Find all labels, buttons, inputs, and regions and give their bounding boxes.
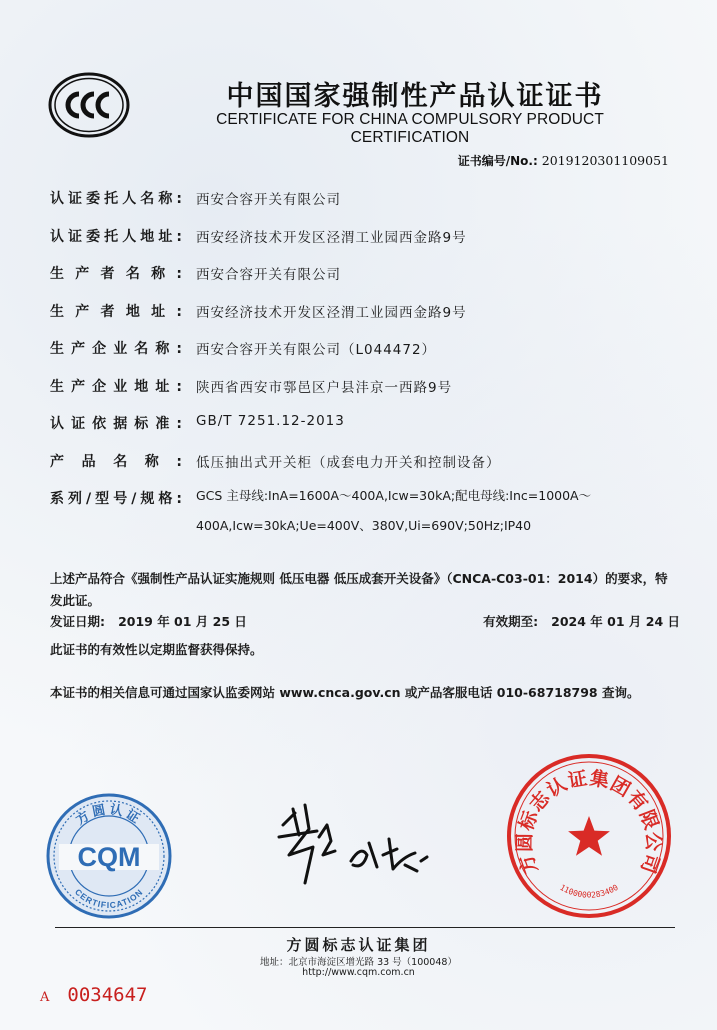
field-value: 低压抽出式开关柜（成套电力开关和控制设备） — [196, 454, 501, 471]
field-value: 陕西省西安市鄠邑区户县沣京一西路9号 — [196, 379, 453, 396]
field-label: 生产者地址: — [50, 303, 182, 320]
cqm-main-text: CQM — [77, 842, 141, 872]
field-label: 生产者名称: — [50, 266, 182, 282]
field-row — [50, 338, 680, 376]
field-value: 西安合容开关有限公司 — [196, 267, 341, 283]
cqm-certification-logo — [45, 792, 173, 920]
certificate-number-label: 证书编号/No.: — [457, 154, 538, 168]
certificate-number-value: 2019120301109051 — [541, 153, 669, 168]
star-icon — [568, 816, 610, 856]
field-label: 认证委托人地址: — [50, 228, 182, 245]
field-value: GB/T 7251.12-2013 — [196, 413, 345, 429]
field-value: 西安经济技术开发区泾渭工业园西金路9号 — [196, 304, 467, 321]
serial-prefix: A — [40, 990, 50, 1005]
field-row — [50, 188, 680, 226]
expiry-date — [483, 612, 680, 630]
info-note: 本证书的相关信息可通过国家认监委网站 www.cnca.gov.cn 或产品客服电话 010-68718798 查询。 — [50, 685, 640, 700]
spec-line-2: 400A,Icw=30kA;Ue=400V、380V,Ui=690V;50Hz;IP40 — [196, 518, 532, 533]
field-row — [50, 376, 680, 414]
field-label: 产品名称: — [50, 453, 182, 470]
certificate-number — [458, 152, 669, 169]
dates-row — [50, 612, 680, 630]
expiry-date-value: 2024 年 01 月 24 日 — [551, 614, 680, 629]
company-seal — [505, 752, 673, 920]
field-label: 认证委托人名称: — [50, 191, 182, 207]
spec-row — [50, 488, 680, 554]
conformity-statement: 上述产品符合《强制性产品认证实施规则 低压电器 低压成套开关设备》（CNCA-C03-01：2014）的要求，特发此证。 — [50, 571, 668, 608]
issue-date — [50, 612, 247, 630]
footer-organization: 方圆标志认证集团 — [286, 936, 431, 954]
svg-text:1100000283400 — [558, 883, 620, 900]
issue-date-label: 发证日期: — [50, 614, 105, 629]
certificate-fields — [50, 188, 680, 554]
spec-label: 系列/型号/规格: — [50, 491, 182, 507]
serial-value: 0034647 — [67, 984, 148, 1006]
field-row — [50, 226, 680, 264]
field-label: 认证依据标准: — [50, 416, 182, 432]
issue-date-value: 2019 年 01 月 25 日 — [118, 614, 247, 629]
field-row — [50, 263, 680, 301]
expiry-date-label: 有效期至: — [483, 614, 539, 629]
field-label: 生产企业名称: — [50, 341, 182, 357]
seal-text: 方圆标志认证集团有限公司 — [513, 767, 665, 877]
field-row — [50, 301, 680, 339]
field-row — [50, 413, 680, 451]
footer-divider — [55, 927, 675, 928]
ccc-logo — [48, 72, 130, 138]
cqm-top-text: 方圆认证 — [73, 802, 145, 829]
spec-line-1: GCS 主母线:InA=1600A～400A,Icw=30kA;配电母线:Inc=1000A～ — [196, 488, 592, 503]
title-chinese: 中国国家强制性产品认证证书 — [226, 81, 604, 112]
title-english: CERTIFICATE FOR CHINA COMPULSORY PRODUCT CERTIFICATION — [216, 111, 604, 146]
footer-website: http://www.cqm.com.cn — [302, 967, 415, 978]
cqm-bottom-text: CERTIFICATION — [72, 886, 146, 911]
validity-note: 此证书的有效性以定期监督获得保持。 — [50, 642, 263, 657]
serial-number — [40, 984, 147, 1006]
field-value: 西安合容开关有限公司（L044472） — [196, 342, 437, 358]
field-label: 生产企业地址: — [50, 378, 182, 395]
footer-address: 地址：北京市海淀区增光路 33 号（100048） — [260, 957, 457, 968]
field-value: 西安合容开关有限公司 — [196, 192, 341, 208]
spec-value — [196, 481, 680, 541]
field-value: 西安经济技术开发区泾渭工业园西金路9号 — [196, 229, 467, 246]
signature — [265, 795, 445, 895]
seal-number: 1100000283400 — [558, 882, 620, 900]
